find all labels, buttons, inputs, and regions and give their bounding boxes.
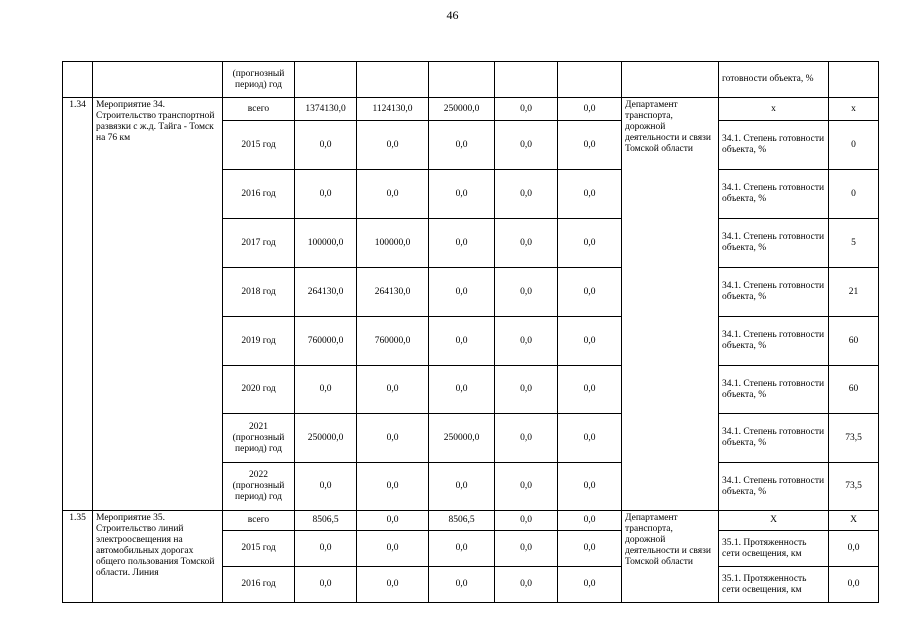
value-cell: 0,0 bbox=[429, 531, 495, 567]
value-cell: 0,0 bbox=[357, 463, 429, 511]
value-cell: 0,0 bbox=[357, 531, 429, 567]
item-name: Мероприятие 34. Строительство транспортной развязки с ж.д. Тайга - Томск на 76 км bbox=[93, 98, 223, 511]
value-cell: 8506,5 bbox=[295, 511, 357, 531]
indicator-value-cell: Х bbox=[829, 511, 879, 531]
indicator-value-cell: 21 bbox=[829, 268, 879, 317]
period-cell: 2016 год bbox=[223, 170, 295, 219]
period-cell: 2021 (прогнозный период) год bbox=[223, 414, 295, 463]
value-cell: 0,0 bbox=[295, 463, 357, 511]
indicator-value-cell: 73,5 bbox=[829, 463, 879, 511]
page-number: 46 bbox=[446, 8, 459, 22]
value-cell: 760000,0 bbox=[295, 317, 357, 366]
period-cell: 2017 год bbox=[223, 219, 295, 268]
value-cell: 0,0 bbox=[357, 366, 429, 414]
value-cell: 0,0 bbox=[558, 121, 622, 170]
value-cell: 0,0 bbox=[558, 98, 622, 121]
item-35-block bbox=[63, 511, 879, 603]
value-cell: 0,0 bbox=[429, 317, 495, 366]
value-cell: 1374130,0 bbox=[295, 98, 357, 121]
value-cell: 250000,0 bbox=[429, 98, 495, 121]
item-number: 1.34 bbox=[63, 98, 93, 511]
indicator-value-cell: 60 bbox=[829, 317, 879, 366]
value-cell: 0,0 bbox=[357, 567, 429, 603]
value-cell: 0,0 bbox=[429, 170, 495, 219]
item-34-block bbox=[63, 98, 879, 511]
indicator-cell: 34.1. Степень готовности объекта, % bbox=[719, 317, 829, 366]
value-cell: 0,0 bbox=[429, 463, 495, 511]
value-cell: 250000,0 bbox=[429, 414, 495, 463]
value-cell: 0,0 bbox=[357, 511, 429, 531]
value-cell: 0,0 bbox=[558, 170, 622, 219]
value-cell: 0,0 bbox=[295, 531, 357, 567]
indicator-cell: 34.1. Степень готовности объекта, % bbox=[719, 268, 829, 317]
indicator-value-cell: 0,0 bbox=[829, 531, 879, 567]
value-cell: 0,0 bbox=[429, 567, 495, 603]
value-cell: 0,0 bbox=[495, 463, 558, 511]
indicator-value-cell: 73,5 bbox=[829, 414, 879, 463]
table-row bbox=[63, 98, 879, 121]
period-cell: 2019 год bbox=[223, 317, 295, 366]
indicator-value-cell: 5 bbox=[829, 219, 879, 268]
value-cell: 0,0 bbox=[429, 219, 495, 268]
value-cell: 0,0 bbox=[429, 121, 495, 170]
value-cell: 0,0 bbox=[558, 531, 622, 567]
value-cell: 0,0 bbox=[495, 511, 558, 531]
value-cell: 0,0 bbox=[357, 414, 429, 463]
value-cell: 0,0 bbox=[295, 170, 357, 219]
value-cell: 0,0 bbox=[295, 567, 357, 603]
value-cell: 1124130,0 bbox=[357, 98, 429, 121]
value-cell: 0,0 bbox=[495, 567, 558, 603]
indicator-value-cell: 0 bbox=[829, 121, 879, 170]
period-cell: 2020 год bbox=[223, 366, 295, 414]
item-name: Мероприятие 35. Строительство линий электроосвещения на автомобильных дорогах общего пользования Томской области. Линия bbox=[93, 511, 223, 603]
value-cell: 264130,0 bbox=[295, 268, 357, 317]
period-cell: (прогнозный период) год bbox=[223, 62, 295, 98]
value-cell: 100000,0 bbox=[295, 219, 357, 268]
value-cell: 0,0 bbox=[495, 366, 558, 414]
value-cell: 0,0 bbox=[495, 219, 558, 268]
value-cell: 0,0 bbox=[429, 268, 495, 317]
indicator-cell: 34.1. Степень готовности объекта, % bbox=[719, 170, 829, 219]
indicator-value-cell: 0,0 bbox=[829, 567, 879, 603]
value-cell: 0,0 bbox=[495, 121, 558, 170]
period-cell: 2016 год bbox=[223, 567, 295, 603]
value-cell: 264130,0 bbox=[357, 268, 429, 317]
value-cell: 760000,0 bbox=[357, 317, 429, 366]
period-cell: 2015 год bbox=[223, 121, 295, 170]
value-cell: 0,0 bbox=[357, 170, 429, 219]
indicator-value-cell: 0 bbox=[829, 170, 879, 219]
executor-cell: Департамент транспорта, дорожной деятельности и связи Томской области bbox=[622, 511, 719, 603]
indicator-cell: 34.1. Степень готовности объекта, % bbox=[719, 463, 829, 511]
period-cell: всего bbox=[223, 98, 295, 121]
value-cell: 0,0 bbox=[558, 219, 622, 268]
value-cell: 0,0 bbox=[558, 268, 622, 317]
value-cell: 0,0 bbox=[558, 366, 622, 414]
executor-cell: Департамент транспорта, дорожной деятельности и связи Томской области bbox=[622, 98, 719, 511]
value-cell: 0,0 bbox=[558, 317, 622, 366]
period-cell: 2018 год bbox=[223, 268, 295, 317]
value-cell: 0,0 bbox=[429, 366, 495, 414]
value-cell: 0,0 bbox=[495, 98, 558, 121]
period-cell: 2015 год bbox=[223, 531, 295, 567]
value-cell: 250000,0 bbox=[295, 414, 357, 463]
period-cell: 2022 (прогнозный период) год bbox=[223, 463, 295, 511]
value-cell: 0,0 bbox=[558, 463, 622, 511]
value-cell: 0,0 bbox=[495, 414, 558, 463]
value-cell: 0,0 bbox=[495, 170, 558, 219]
indicator-cell: 35.1. Протяженность сети освещения, км bbox=[719, 567, 829, 603]
indicator-cell: 35.1. Протяженность сети освещения, км bbox=[719, 531, 829, 567]
indicator-cell: 34.1. Степень готовности объекта, % bbox=[719, 219, 829, 268]
value-cell: 8506,5 bbox=[429, 511, 495, 531]
indicator-value-cell: 60 bbox=[829, 366, 879, 414]
table-row bbox=[63, 511, 879, 531]
indicator-cell: Х bbox=[719, 511, 829, 531]
value-cell: 0,0 bbox=[495, 531, 558, 567]
indicator-cell: х bbox=[719, 98, 829, 121]
value-cell: 100000,0 bbox=[357, 219, 429, 268]
indicator-value-cell: х bbox=[829, 98, 879, 121]
program-table bbox=[62, 61, 879, 603]
indicator-cell: 34.1. Степень готовности объекта, % bbox=[719, 414, 829, 463]
period-cell: всего bbox=[223, 511, 295, 531]
item-number: 1.35 bbox=[63, 511, 93, 603]
value-cell: 0,0 bbox=[558, 511, 622, 531]
value-cell: 0,0 bbox=[558, 567, 622, 603]
indicator-cell: готовности объекта, % bbox=[719, 62, 829, 98]
value-cell: 0,0 bbox=[495, 317, 558, 366]
indicator-cell: 34.1. Степень готовности объекта, % bbox=[719, 366, 829, 414]
indicator-cell: 34.1. Степень готовности объекта, % bbox=[719, 121, 829, 170]
value-cell: 0,0 bbox=[295, 121, 357, 170]
value-cell: 0,0 bbox=[357, 121, 429, 170]
value-cell: 0,0 bbox=[495, 268, 558, 317]
table-row bbox=[63, 62, 879, 98]
value-cell: 0,0 bbox=[558, 414, 622, 463]
value-cell: 0,0 bbox=[295, 366, 357, 414]
